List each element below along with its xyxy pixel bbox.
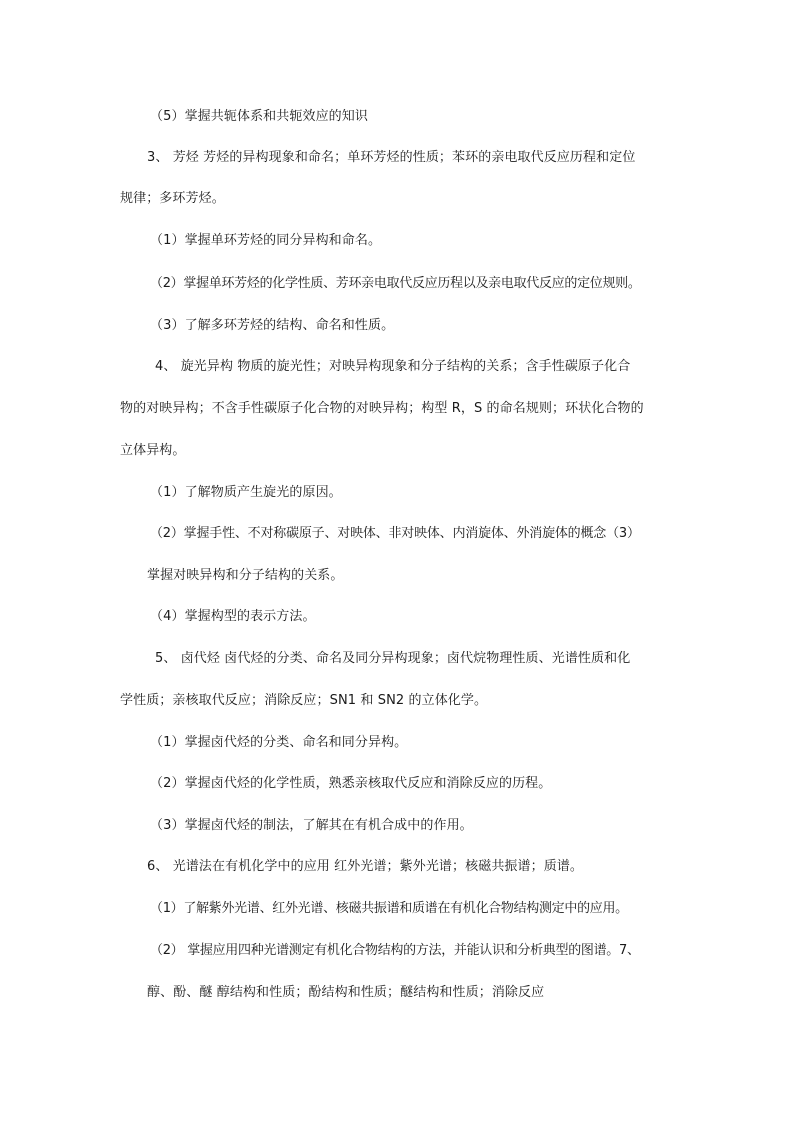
text-line: 醇、酚、醚 醇结构和性质；酚结构和性质；醚结构和性质；消除反应 [147, 985, 545, 1000]
text-line: （5）掌握共轭体系和共轭效应的知识 [150, 109, 368, 124]
text-line: （2） 掌握应用四种光谱测定有机化合物结构的方法，并能认识和分析典型的图谱。7、 [150, 943, 640, 958]
text-line: （2）掌握手性、不对称碳原子、对映体、非对映体、内消旋体、外消旋体的概念（3） [150, 526, 640, 541]
text-line: 5、 卤代烃 卤代烃的分类、命名及同分异构现象；卤代烷物理性质、光谱性质和化 [155, 651, 631, 666]
text-line: 学性质；亲核取代反应；消除反应；SN1 和 SN2 的立体化学。 [120, 693, 488, 708]
text-line: （4）掌握构型的表示方法。 [150, 609, 316, 624]
text-line: （2）掌握卤代烃的化学性质，熟悉亲核取代反应和消除反应的历程。 [150, 776, 552, 791]
text-line: （1）了解紫外光谱、红外光谱、核磁共振谱和质谱在有机化合物结构测定中的应用。 [150, 901, 628, 916]
text-line: 3、 芳烃 芳烃的异构现象和命名；单环芳烃的性质；苯环的亲电取代反应历程和定位 [147, 150, 636, 165]
text-line: （3）了解多环芳烃的结构、命名和性质。 [150, 318, 395, 333]
text-line: 立体异构。 [120, 443, 186, 458]
text-line: （1）了解物质产生旋光的原因。 [150, 485, 342, 500]
text-line: （1）掌握单环芳烃的同分异构和命名。 [150, 233, 382, 248]
text-line: （2）掌握单环芳烃的化学性质、芳环亲电取代反应历程以及亲电取代反应的定位规则。 [150, 276, 641, 291]
text-line: 掌握对映异构和分子结构的关系。 [147, 568, 344, 583]
text-line: 4、 旋光异构 物质的旋光性；对映异构现象和分子结构的关系；含手性碳原子化合 [155, 359, 631, 374]
text-line: 6、 光谱法在有机化学中的应用 红外光谱；紫外光谱；核磁共振谱；质谱。 [147, 859, 584, 874]
text-line: （1）掌握卤代烃的分类、命名和同分异构。 [150, 735, 408, 750]
text-line: 规律；多环芳烃。 [120, 191, 225, 206]
text-line: （3）掌握卤代烃的制法，了解其在有机合成中的作用。 [150, 818, 473, 833]
text-line: 物的对映异构；不含手性碳原子化合物的对映异构；构型 R，S 的命名规则；环状化合物的 [120, 401, 644, 416]
